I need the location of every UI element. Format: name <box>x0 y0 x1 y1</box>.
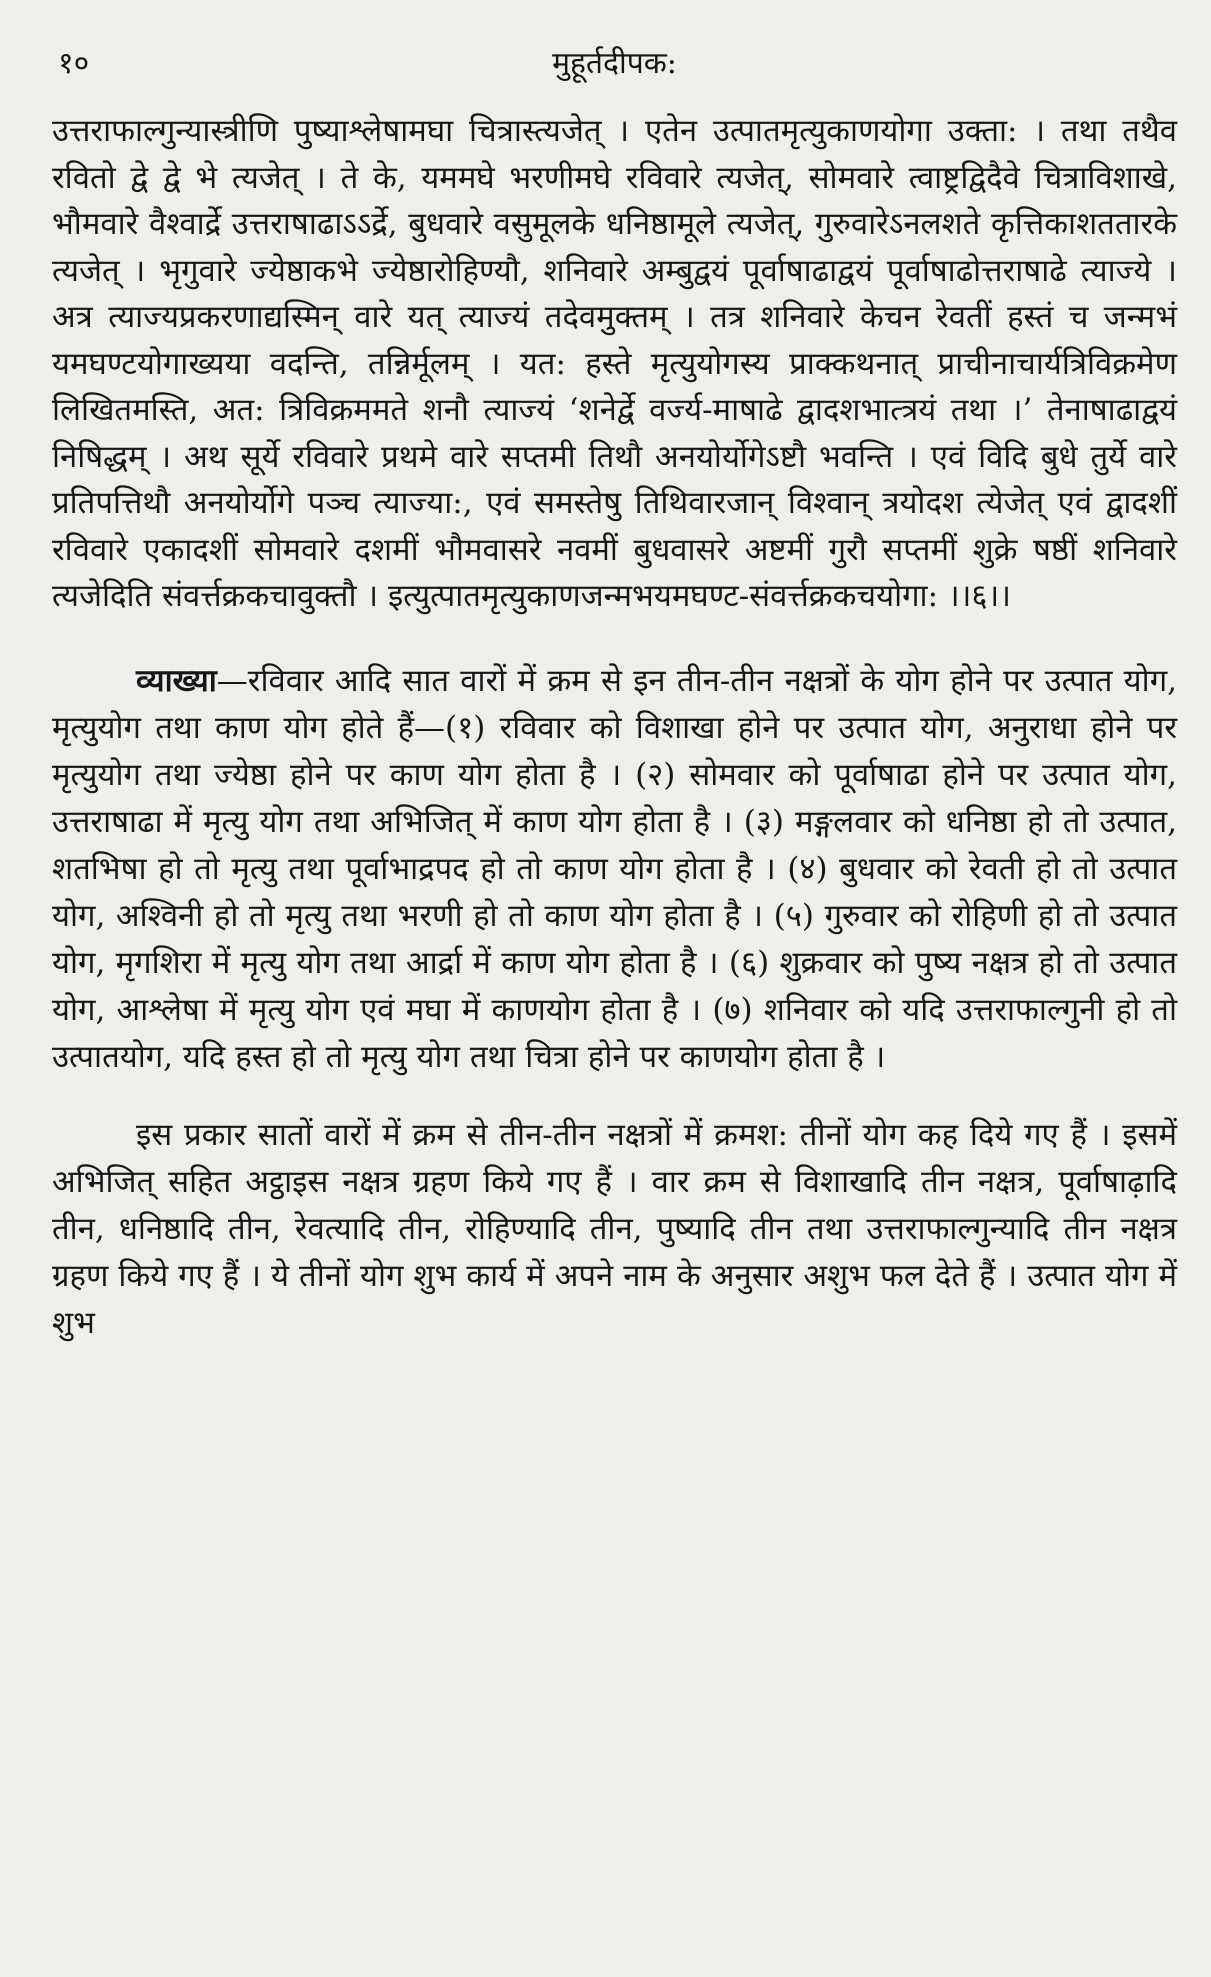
page-number: १० <box>58 46 90 81</box>
vyakhya-heading: व्याख्या <box>136 662 217 699</box>
vyakhya-text: —रविवार आदि सात वारों में क्रम से इन तीन-तीन नक्षत्रों के योग होने पर उत्पात योग, मृत्युयोग तथा काण योग होते हैं—(१) रविवार को विशाखा होने पर उत्पात योग, अनुराधा होने पर मृत्युयोग तथा ज्येष्ठा होने पर काण योग होता है । (२) सोमवार को पूर्वाषाढा होने पर उत्पात योग, उत्तराषाढा में मृत्यु योग तथा अभिजित् में काण योग होता है । (३) मङ्गलवार को धनिष्ठा हो तो उत्पात, शतभिषा हो तो मृत्यु तथा पूर्वाभाद्रपद हो तो काण योग होता है । (४) बुधवार को रेवती हो तो उत्पात योग, अश्विनी हो तो मृत्यु तथा भरणी हो तो काण योग होता है । (५) गुरुवार को रोहिणी हो तो उत्पात योग, मृगशिरा में मृत्यु योग तथा आर्द्रा में काण योग होता है । (६) शुक्रवार को पुष्य नक्षत्र हो तो उत्पात योग, आश्लेषा में मृत्यु योग एवं मघा में काणयोग होता है । (७) शनिवार को यदि उत्तराफाल्गुनी हो तो उत्पातयोग, यदि हस्त हो तो मृत्यु योग तथा चित्रा होने पर काणयोग होता है । <box>52 662 1177 1075</box>
running-title: मुहूर्तदीपक: <box>552 46 677 81</box>
page-header <box>52 34 1177 94</box>
vyakhya-paragraph <box>52 658 1177 1081</box>
summary-paragraph: इस प्रकार सातों वारों में क्रम से तीन-तीन नक्षत्रों में क्रमश: तीनों योग कह दिये गए हैं । इसमें अभिजित् सहित अट्ठाइस नक्षत्र ग्रहण किये गए हैं । वार क्रम से विशाखादि तीन नक्षत्र, पूर्वाषाढ़ादि तीन, धनिष्ठादि तीन, रेवत्यादि तीन, रोहिण्यादि तीन, पुष्यादि तीन तथा उत्तराफाल्गुन्यादि तीन नक्षत्र ग्रहण किये गए हैं । ये तीनों योग शुभ कार्य में अपने नाम के अनुसार अशुभ फल देते हैं । उत्पात योग में शुभ <box>52 1116 1177 1341</box>
sanskrit-commentary: उत्तराफाल्गुन्यास्त्रीणि पुष्याश्लेषामघा चित्रास्त्यजेत् । एतेन उत्पातमृत्युकाणयोगा उक्ता: । तथा तथैव रवितो द्वे द्वे भे त्यजेत् । ते के, यममघे भरणीमघे रविवारे त्यजेत्, सोमवारे त्वाष्ट्रद्विदैवे चित्राविशाखे, भौमवारे वैश्वार्द्रे उत्तराषाढाऽऽर्द्रे, बुधवारे वसुमूलके धनिष्ठामूले त्यजेत्, गुरुवारेऽनलशते कृत्तिकाशततारके त्यजेत् । भृगुवारे ज्येष्ठाकभे ज्येष्ठारोहिण्यौ, शनिवारे अम्बुद्वयं पूर्वाषाढाद्वयं पूर्वाषाढोत्तराषाढे त्याज्ये । अत्र त्याज्यप्रकरणाद्यस्मिन् वारे यत् त्याज्यं तदेवमुक्तम् । तत्र शनिवारे केचन रेवतीं हस्तं च जन्मभं यमघण्टयोगाख्यया वदन्ति, तन्निर्मूलम् । यत: हस्ते मृत्युयोगस्य प्राक्कथनात् प्राचीनाचार्यत्रिविक्रमेण लिखितमस्ति, अत: त्रिविक्रममते शनौ त्याज्यं ‘शनेर्द्वे वर्ज्य-माषाढे द्वादशभात्त्रयं तथा ।’ तेनाषाढाद्वयं निषिद्धम् । अथ सूर्ये रविवारे प्रथमे वारे सप्तमी तिथौ अनयोर्योगेऽष्टौ भवन्ति । एवं विदि बुधे तुर्ये वारे प्रतिपत्तिथौ अनयोर्योगे पञ्च त्याज्या:, एवं समस्तेषु तिथिवारजान् विश्वान् त्रयोदश त्येजेत् एवं द्वादशीं रविवारे एकादशीं सोमवारे दशमीं भौमवासरे नवमीं बुधवासरे अष्टमीं गुरौ सप्तमीं शुक्रे षष्ठीं शनिवारे त्यजेदिति संवर्त्तक्रकचावुक्तौ । इत्युत्पातमृत्युकाणजन्मभयमघण्ट-संवर्त्तक्रकचयोगा: ।।६।। <box>52 113 1177 614</box>
